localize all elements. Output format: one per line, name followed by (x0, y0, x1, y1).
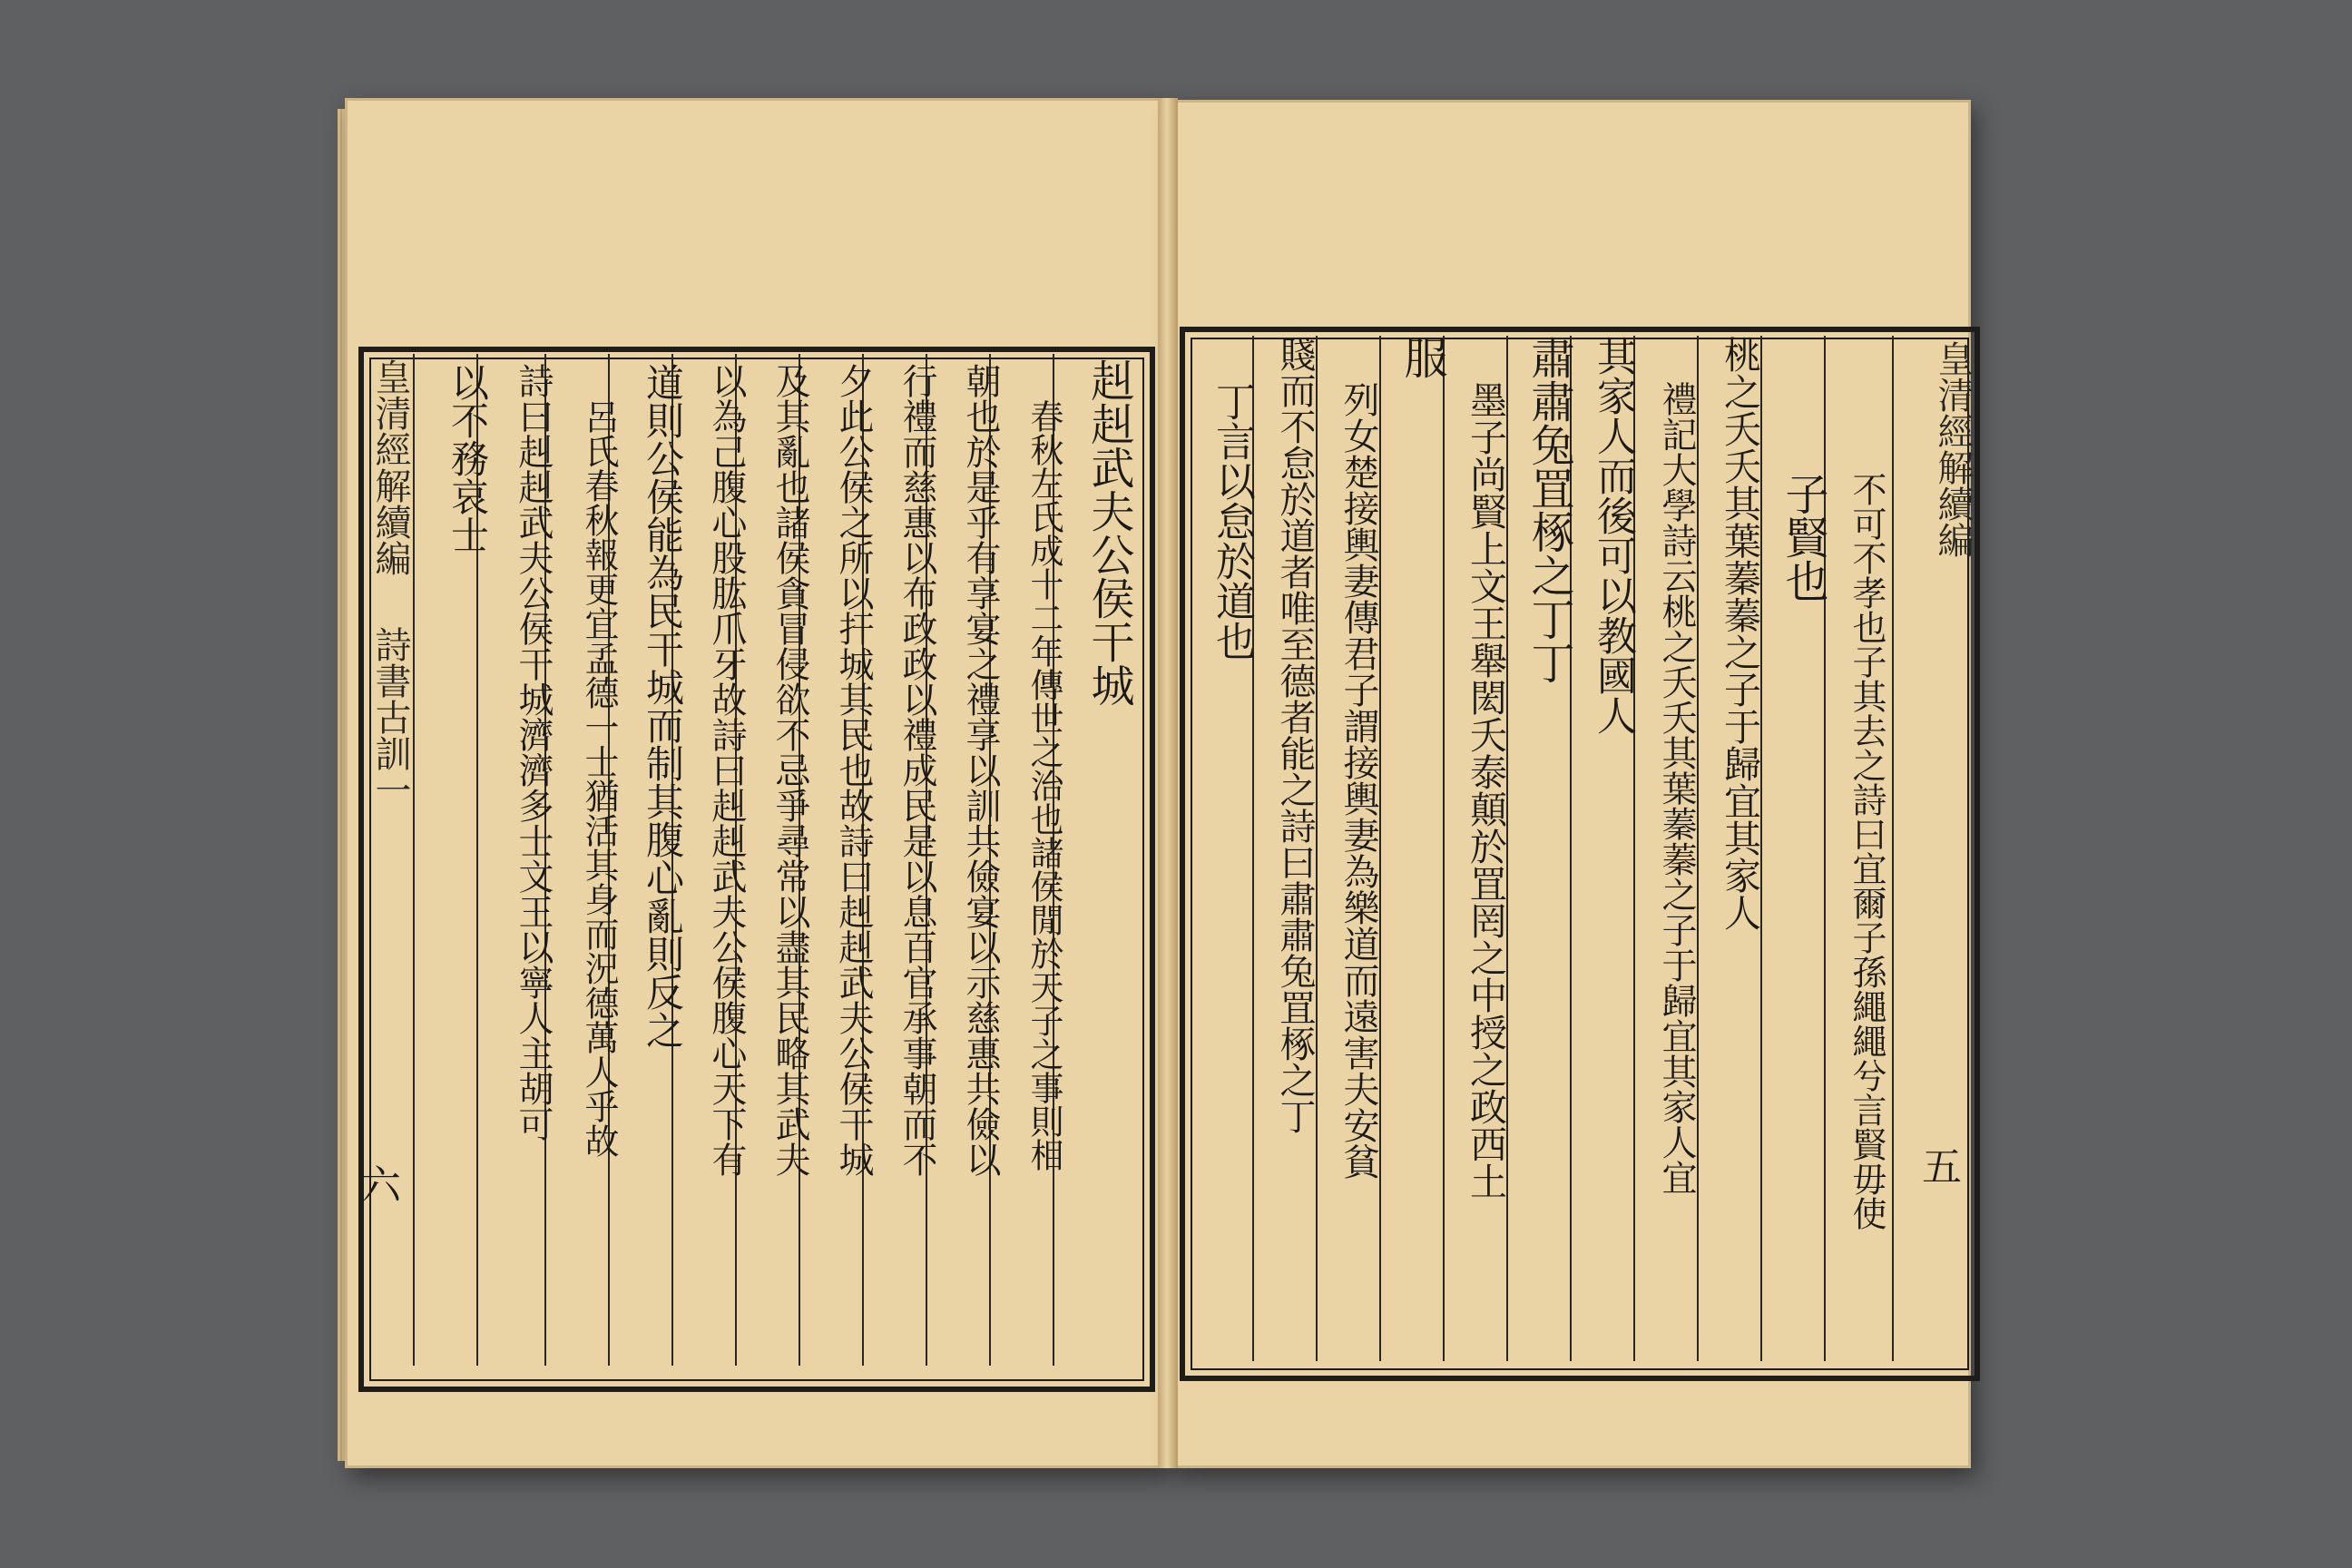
column-rule (413, 354, 415, 1366)
text-column: 詩曰赳赳武夫公侯干城濟濟多士文王以寧人主胡可 (513, 363, 554, 1142)
left-margin-subtitle: 詩書古訓一 (369, 626, 411, 808)
text-column: 子賢也 (1778, 472, 1828, 603)
text-column: 其家人而後可以教國人 (1590, 336, 1636, 735)
text-column: 及其亂也諸侯貪冒侵欲不忌爭尋常以盡其民略其武夫 (769, 363, 810, 1177)
text-column: 春秋左氏成十二年傳世之治也諸侯閒於天子之事則相 (1024, 399, 1063, 1171)
column-rule (1443, 336, 1445, 1361)
text-column: 以為己腹心股肱爪牙故詩曰赳赳武夫公侯腹心天下有 (706, 363, 747, 1177)
book-gutter (1158, 98, 1178, 1468)
text-column: 道則公侯能為民干城而制其腹心亂則反之 (641, 363, 685, 1049)
text-column: 朝也於是乎有享宴之禮享以訓共儉宴以示慈惠共儉以 (960, 363, 1001, 1177)
text-column: 不可不孝也子其去之詩曰宜爾子孫繩繩兮言賢毋使 (1847, 472, 1886, 1230)
text-column: 肅肅兔罝椓之丁丁 (1524, 336, 1574, 684)
text-column: 禮記大學詩云桃之夭夭其葉蓁蓁之子于歸宜其家人宜 (1656, 381, 1697, 1195)
right-margin-title: 皇清經解續編 (1932, 340, 1974, 558)
text-column: 以不務哀士 (446, 363, 490, 554)
text-column: 赳赳武夫公侯干城 (1083, 358, 1134, 707)
text-column: 夕此公侯之所以扞城其民也故詩曰赳赳武夫公侯干城 (833, 363, 874, 1177)
text-column: 賤而不怠於道者唯至德者能之詩曰肅肅兔罝椓之丁 (1274, 336, 1316, 1134)
right-page-number: 五 (1922, 1144, 1962, 1191)
text-column: 服 (1396, 336, 1447, 379)
left-page-number: 六 (361, 1162, 401, 1209)
text-column: 行禮而慈惠以布政政以禮成民是以息百官承事朝而不 (897, 363, 937, 1177)
text-column: 丁言以怠於道也 (1209, 381, 1255, 661)
text-column: 桃之夭夭其葉蓁蓁之子于歸宜其家人 (1718, 336, 1761, 931)
text-column: 墨子尚賢上文王舉閎夭泰顛於罝罔之中授之政西土 (1464, 381, 1507, 1200)
left-margin-title: 皇清經解續編 (369, 358, 411, 576)
text-column: 呂氏春秋報更宜孟德一士猶活其身而況德萬人乎故 (579, 399, 619, 1158)
text-column: 列女楚接輿妻傳君子謂接輿妻為樂道而遠害夫安貧 (1338, 381, 1379, 1180)
